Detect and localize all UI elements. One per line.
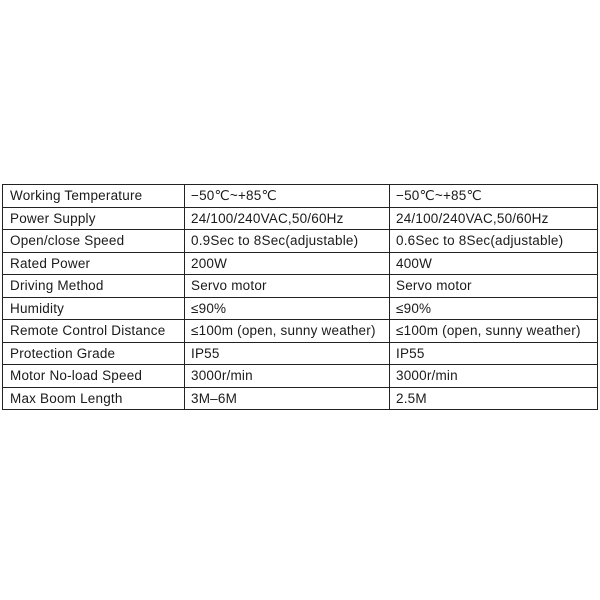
param-label: Remote Control Distance: [3, 320, 185, 343]
model-a-value: 200W: [185, 252, 390, 275]
model-b-value: −50℃~+85℃: [390, 185, 598, 208]
model-a-value: 3000r/min: [185, 365, 390, 388]
param-label: Motor No-load Speed: [3, 365, 185, 388]
model-b-value: 24/100/240VAC,50/60Hz: [390, 207, 598, 230]
model-b-value: 3000r/min: [390, 365, 598, 388]
model-b-value: IP55: [390, 342, 598, 365]
model-b-value: ≤100m (open, sunny weather): [390, 320, 598, 343]
param-label: Humidity: [3, 297, 185, 320]
param-label: Power Supply: [3, 207, 185, 230]
model-a-value: IP55: [185, 342, 390, 365]
model-a-value: 24/100/240VAC,50/60Hz: [185, 207, 390, 230]
model-b-value: Servo motor: [390, 275, 598, 298]
param-label: Rated Power: [3, 252, 185, 275]
model-b-value: ≤90%: [390, 297, 598, 320]
param-label: Working Temperature: [3, 185, 185, 208]
model-b-value: 400W: [390, 252, 598, 275]
model-a-value: Servo motor: [185, 275, 390, 298]
table-row: [3, 207, 598, 230]
table-row: [3, 342, 598, 365]
param-label: Protection Grade: [3, 342, 185, 365]
spec-table: [2, 184, 598, 410]
model-a-value: 0.9Sec to 8Sec(adjustable): [185, 230, 390, 253]
model-b-value: 2.5M: [390, 387, 598, 410]
table-row: [3, 275, 598, 298]
table-row: [3, 185, 598, 208]
table-row: [3, 365, 598, 388]
model-a-value: ≤100m (open, sunny weather): [185, 320, 390, 343]
param-label: Open/close Speed: [3, 230, 185, 253]
spec-table-body: [3, 185, 598, 410]
table-row: [3, 387, 598, 410]
table-row: [3, 230, 598, 253]
model-b-value: 0.6Sec to 8Sec(adjustable): [390, 230, 598, 253]
table-row: [3, 297, 598, 320]
param-label: Driving Method: [3, 275, 185, 298]
table-row: [3, 320, 598, 343]
model-a-value: ≤90%: [185, 297, 390, 320]
model-a-value: 3M–6M: [185, 387, 390, 410]
model-a-value: −50℃~+85℃: [185, 185, 390, 208]
table-row: [3, 252, 598, 275]
param-label: Max Boom Length: [3, 387, 185, 410]
